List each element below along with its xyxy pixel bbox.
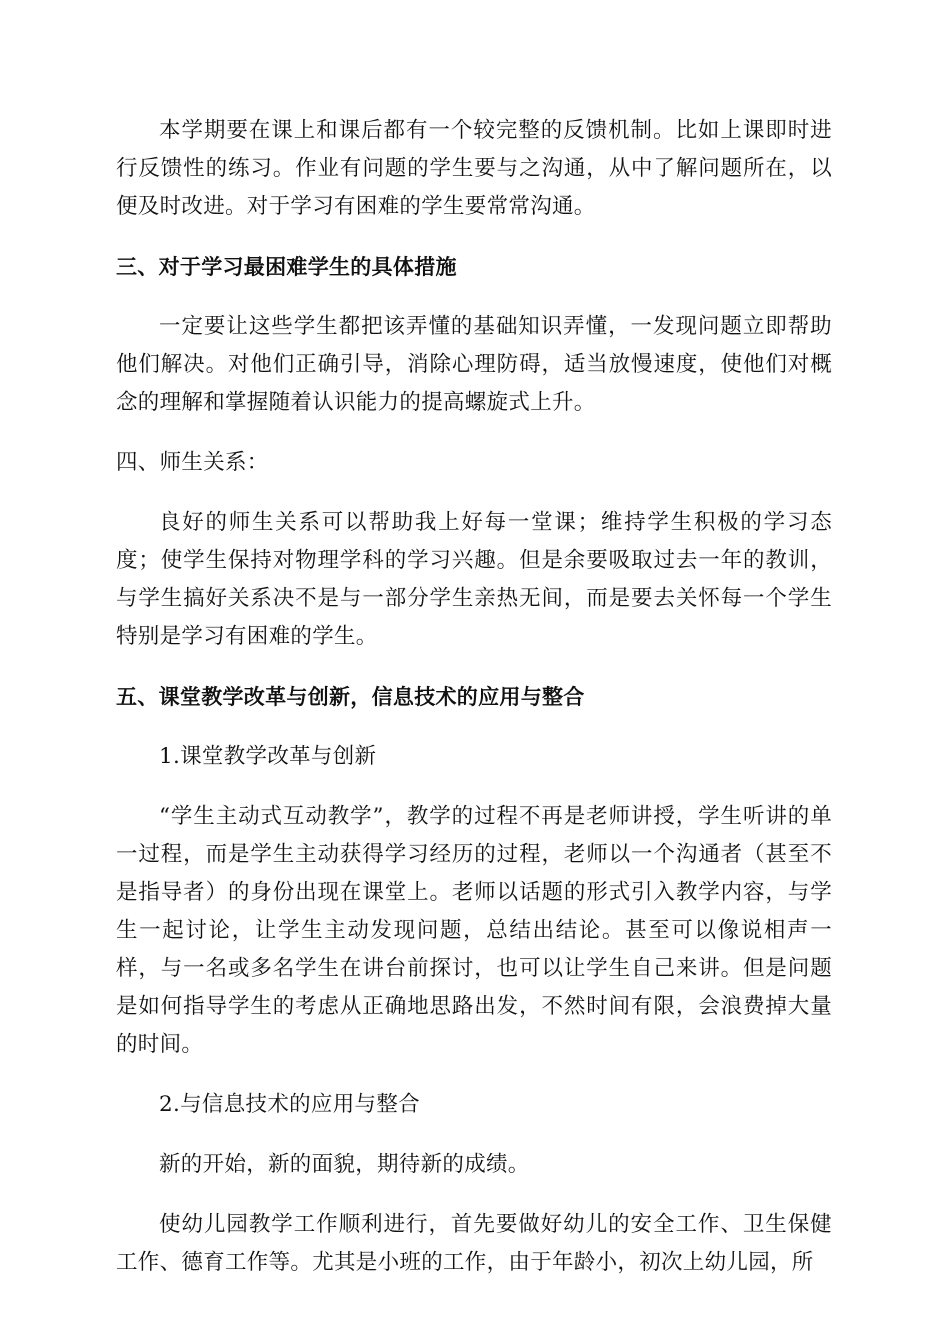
document-body <box>116 112 832 1282</box>
paragraph-teacher-student: 良好的师生关系可以帮助我上好每一堂课；维持学生积极的学习态度；使学生保持对物理学科的学习兴趣。但是余要吸取过去一年的教训，与学生搞好关系决不是与一部分学生亲热无间，而是要去关怀每一个学生特别是学习有困难的学生。 <box>116 510 832 649</box>
paragraph-new-start: 新的开始，新的面貌，期待新的成绩。 <box>159 1152 530 1177</box>
paragraph-feedback: 本学期要在课上和课后都有一个较完整的反馈机制。比如上课即时进行反馈性的练习。作业有问题的学生要与之沟通，从中了解问题所在，以便及时改进。对于学习有困难的学生要常常沟通。 <box>116 118 832 219</box>
subheading-one: 1.课堂教学改革与创新 <box>159 744 377 769</box>
paragraph-kindergarten: 使幼儿园教学工作顺利进行，首先要做好幼儿的安全工作、卫生保健工作、德育工作等。尤其是小班的工作，由于年龄小，初次上幼儿园，所 <box>116 1212 832 1275</box>
paragraph-interactive-teaching: “学生主动式互动教学”，教学的过程不再是老师讲授，学生听讲的单一过程，而是学生主动获得学习经历的过程，老师以一个沟通者（甚至不是指导者）的身份出现在课堂上。老师以话题的形式引入教学内容，与学生一起讨论，让学生主动发现问题，总结出结论。甚至可以像说相声一样，与一名或多名学生在讲台前探讨，也可以让学生自己来讲。但是问题是如何指导学生的考虑从正确地思路出发，不然时间有限，会浪费掉大量的时间。 <box>116 804 832 1057</box>
section-heading-five: 五、课堂教学改革与创新，信息技术的应用与整合 <box>116 685 585 709</box>
section-heading-four: 四、师生关系： <box>116 450 269 475</box>
section-heading-three: 三、对于学习最困难学生的具体措施 <box>116 255 457 279</box>
paragraph-difficult-students: 一定要让这些学生都把该弄懂的基础知识弄懂，一发现问题立即帮助他们解决。对他们正确引导，消除心理防碍，适当放慢速度，使他们对概念的理解和掌握随着认识能力的提高螺旋式上升。 <box>116 314 832 415</box>
subheading-two: 2.与信息技术的应用与整合 <box>159 1092 420 1117</box>
